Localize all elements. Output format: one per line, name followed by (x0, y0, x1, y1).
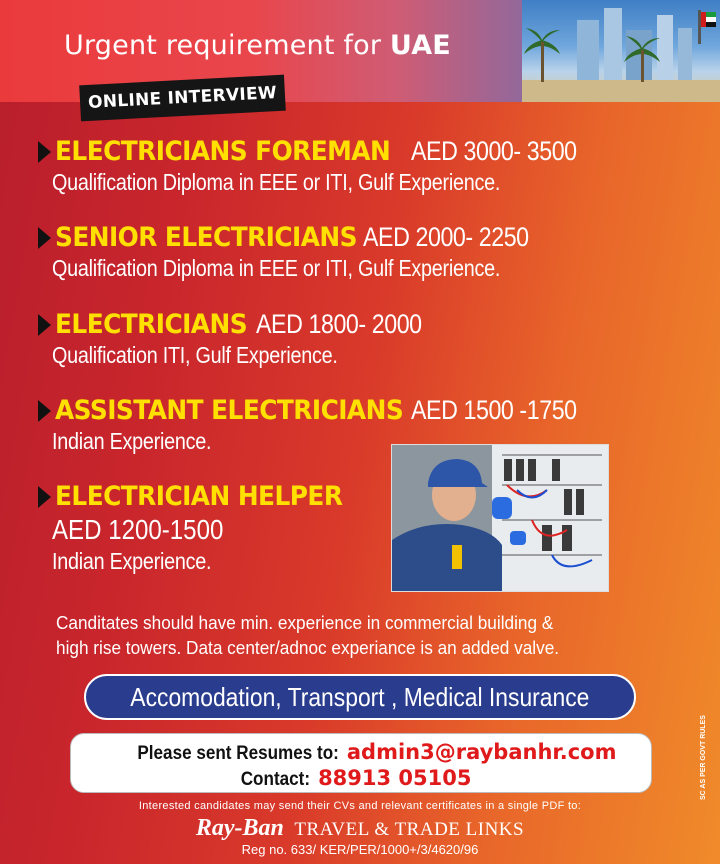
job-title: ELECTRICIANS FOREMAN (55, 136, 391, 167)
job-salary: AED 1500 -1750 (411, 395, 578, 425)
job-item (38, 481, 367, 575)
job-title: ELECTRICIANS (55, 309, 248, 340)
job-qualification: Qualification Diploma in EEE or ITI, Gulf Experience. (52, 169, 501, 195)
electrician-photo (391, 444, 609, 592)
bullet-arrow-icon (38, 227, 51, 249)
side-note: SC AS PER GOVT RULES (700, 715, 707, 800)
headline-country: UAE (389, 30, 451, 61)
phone-number[interactable]: 88913 05105 (318, 766, 472, 790)
job-qualification: Indian Experience. (52, 428, 212, 454)
candidates-note (56, 610, 559, 660)
contact-box (70, 733, 652, 793)
job-item (38, 222, 573, 282)
bullet-arrow-icon (38, 486, 51, 508)
contact-row (233, 766, 472, 791)
candidates-line: Canditates should have min. experience in commercial building & (56, 612, 554, 633)
job-salary: AED 2000- 2250 (363, 222, 529, 252)
job-item (38, 136, 604, 196)
job-title: ASSISTANT ELECTRICIANS (55, 395, 404, 426)
job-qualification: Qualification ITI, Gulf Experience. (52, 342, 338, 368)
candidates-line: high rise towers. Data center/adnoc experiance is an added valve. (56, 637, 560, 658)
company-logo: Ray-Ban (195, 815, 284, 841)
job-salary: AED 1200-1500 (52, 514, 224, 545)
job-title: ELECTRICIAN HELPER (55, 481, 343, 512)
job-item (38, 309, 448, 369)
bullet-arrow-icon (38, 400, 51, 422)
company-brand (0, 815, 720, 842)
benefits-pill (84, 674, 636, 720)
job-qualification: Indian Experience. (52, 548, 212, 574)
job-title: SENIOR ELECTRICIANS (55, 222, 357, 253)
resume-row (115, 740, 617, 765)
benefits-text: Accomodation, Transport , Medical Insurance (130, 681, 590, 712)
job-qualification: Qualification Diploma in EEE or ITI, Gulf Experience. (52, 255, 501, 281)
contact-label: Contact: (240, 769, 311, 790)
headline-prefix: Urgent requirement for (64, 30, 390, 61)
headline (64, 30, 451, 61)
email-link[interactable]: admin3@raybanhr.com (346, 740, 617, 764)
uae-skyline-photo (522, 0, 720, 102)
company-name: TRAVEL & TRADE LINKS (294, 819, 525, 840)
resume-label: Please sent Resumes to: (137, 743, 339, 764)
job-salary: AED 3000- 3500 (411, 136, 578, 166)
bullet-arrow-icon (38, 314, 51, 336)
bullet-arrow-icon (38, 141, 51, 163)
online-interview-badge: ONLINE INTERVIEW (79, 75, 286, 122)
job-salary: AED 1800- 2000 (255, 309, 422, 339)
footer-note: Interested candidates may send their CVs and relevant certificates in a single PDF to: (138, 800, 582, 812)
registration-number: Reg no. 633/ KER/PER/1000+/3/4620/96 (241, 842, 479, 857)
